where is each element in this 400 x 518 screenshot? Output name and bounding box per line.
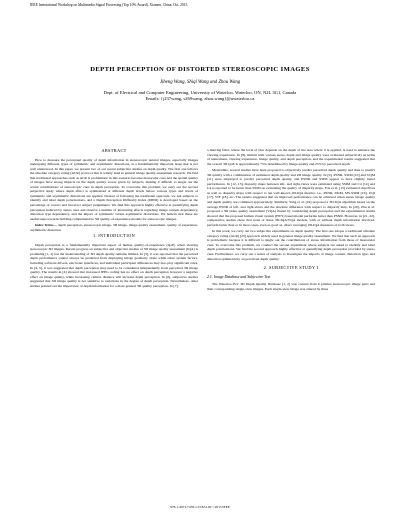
intro-text: Depth perception is a fundamentally important aspect of human quality-of-experience (QoE) when viewing stereoscopic 3D images. Recent progress on subjective and objective studies of 3D image quality assessment (IQA) is promising [1, 2] but the understanding of 3D depth quality remains limited. In [3], it was reported that the perceived depth performance cannot always be predicted from displaying image geometry alone while other system factors, including software drivers, electronic interfaces, and individual participant differences may also play significant roles. In [4, 5], it was suggested that depth perception may need to be considered independently from perceived 3D image quality. The results in [4] showed that increased JPEG coding has no effect on depth perception however a negative effect on image quality, while increasing camera distance will increase depth perception. In [6], subjective studies suggested that 3D image quality is not sensitive to variations in the degree of depth perception. Nevertheless, other studies pointed out the importance of depth information for a more general 3D quality perception. In [7], — [30, 242, 198, 288]
index-terms-text: depth perception, stereoscopic image, 3D image, image quality assessment, quality of experience, asymmetric distortion — [30, 223, 198, 232]
intro-heading: 1. INTRODUCTION — [92, 233, 136, 239]
paper-authors: Jiheng Wang, Shiqi Wang and Zhou Wang — [159, 80, 241, 85]
conference-note: IEEE International Workshop on Multimedia Signal Processing (Top 10% Award), Xiamen, China, Oct. 2015. — [30, 3, 189, 7]
right-paragraph-1: a blurring filter, where the level of blur depends on the depth of the area where it is applied, is used to enhance the viewing experience. In [8], stimuli with various stereo depth and image quality were evaluated subjectively in terms of naturalness, viewing experience, image quality, and depth perception, and the experimental results suggested that the overall 3D QoE is approximately 75% determined by image quality and 25% by perceived depth. — [207, 148, 375, 166]
index-terms — [30, 223, 198, 232]
footer-isbn: 978-1-4673-7478-1/15/$31.00 ©2015 IEEE — [170, 505, 230, 509]
index-terms-label: Index Terms— — [35, 223, 57, 228]
right-paragraph-4: The Waterloo-IVC 3D Depth Quality Database [1, 2] was created from 6 pristine stereoscopic image pairs and their corresponding single-view images. Each single-view image was altered by three — [207, 282, 375, 291]
right-paragraph-2: Meanwhile, several studies have been proposed to objectively predict perceived depth quality and then to predict 3D quality with a combination of estimated depth quality and 2D image quality. In [9], PSNR, SSIM [10] and VQM [11] were employed to predict perceived depth quality, and PSNR and SSIM appear to have slightly better performance. In [12, 13], disparity maps between left- and right-views were estimated using SSIM and C4 [14] and C4 is reported to be better than SSIM on evaluating the quality of disparity maps. You et al. [15] evaluated objectives as well as disparity maps with respect to ten well-known 2D-IQA metrics, i.e., PSNR, SSIM, MS-SSIM [16], UQI [17], VIF [18], etc. The results suggested that an improved performance can be achieved when stereo image quality and depth quality are combined appropriately. Similarly, Yang et al. [19] proposed a 3D-IQA algorithm based on the average PSNR of left- and right-views and the absolute difference with respect to disparity map. In [20], Zhu et al. proposed a 3D video quality assessment (VQA) model by considering depth perception and the experimental results showed that the proposed human visual system (HVS) based model performs better than PSNR. However, in [21, 22], comparative studies show that none of these 3D-IQA/VQA models, with or without depth information involved, perform better than or in most cases, even as good as, direct averaging 2D-IQA measures of both views. — [207, 168, 375, 227]
paper-title: DEPTH PERCEPTION OF DISTORTED STEREOSCOPIC IMAGES — [90, 66, 310, 73]
left-column — [30, 149, 198, 290]
emails-line: Emails: {j237wang, s269wang, zhou.wang}@uwaterloo.ca — [145, 96, 255, 101]
section-2-heading: 2. SUBJECTIVE STUDY I — [263, 265, 319, 271]
right-paragraph-3: In this work, we carry out two subjective experiments on depth quality. The first one adopts a traditional absolute category rating (ACR) [23] approach widely used in general image quality assessment. We find that such an approach is problematic because it is difficult to single out the contributions of stereo information from those of monocular cues. To overcome this problem, we conduct the second experiment where subjects are asked to identify and label depth polarizations. We find the second approach highly effective at quantifying depth perception provided by stereo cues. Furthermore, we carry out a series of analysis to investigate the impacts of image content, distortion type, and distortion symmetricity on perceived depth quality. — [207, 229, 375, 261]
abstract-text: How to measure the perceptual quality of depth information in stereoscopic natural images, especially images undergoing different types of symmetric and asymmetric distortions, is a fundamentally important issue that is not well understood. In this paper, we present two of our recent subjective studies on depth quality. The first one follows the absolute category rating (ACR) protocol that is widely used in general image quality assessment research. We find that traditional approaches such as ACR is problematic in this scenario because monocular cues and the spatial quality of images have strong impacts on the depth quality scores given by subjects, making it difficult to single out the actual contributions of stereoscopic cues in depth perception. To overcome this problem, we carry out the second subjective study where depth effect is synthesized at different depth levels before various types and levels of symmetric and asymmetric distortions are applied. Instead of following the traditional approach, we ask subjects to identify and label depth polarizations, and a Depth Perception Difficulty Index (DPDI) is developed based on the percentage of correct and incorrect subject judgements. We find this approach highly effective at quantifying depth perception induced by stereo cues and observe a number of interesting effects regarding image content dependency, distortion type dependency, and the impact of symmetric versus asymmetric distortions. We believe that these are useful steps towards building comprehensive 3D quality-of-experience models for stereoscopic images. — [30, 157, 198, 221]
paper-affiliation — [0, 90, 400, 102]
affiliation-line: Dept. of Electrical and Computer Engineering, University of Waterloo, Waterloo, ON, N2L 3G1, Canada — [103, 90, 297, 95]
subsection-2-1-heading: 2.1. Image Database and Subjective Test — [207, 274, 271, 279]
abstract-heading: ABSTRACT — [101, 148, 127, 153]
right-column — [207, 148, 375, 293]
